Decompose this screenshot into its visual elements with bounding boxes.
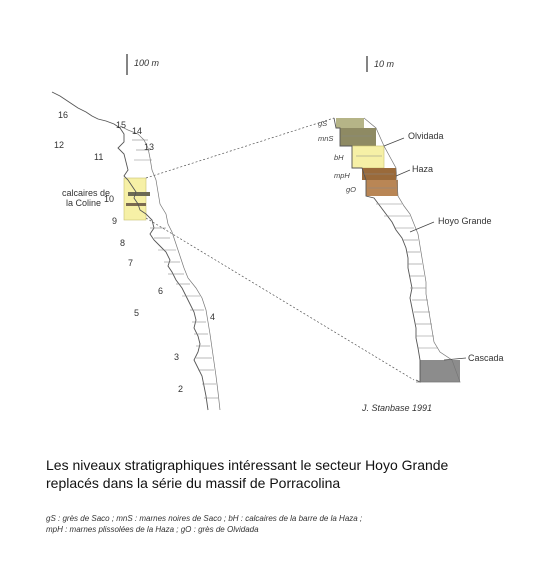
unit-gS-band [336,118,364,128]
level-number: 12 [54,140,65,150]
unit-label: bH [334,153,344,162]
caption-line: Les niveaux stratigraphiques intéressant le secteur Hoyo Grande [46,457,449,473]
level-number: 5 [134,308,140,318]
caption-line: replacés dans la série du massif de Porracolina [46,475,341,491]
level-number: 9 [112,216,118,226]
right-scale-label: 10 m [374,59,395,69]
left-dark-band [128,192,150,196]
level-number: 8 [120,238,126,248]
level-number: 3 [174,352,180,362]
level-number: 7 [128,258,134,268]
correlation-line-bottom [146,218,414,380]
site-label-cascada: Cascada [468,353,504,363]
unit-mnS-band [340,128,376,146]
left-column-profile [52,92,208,410]
level-number: 2 [178,384,184,394]
legend-line: gS : grès de Saco ; mnS : marnes noires de Saco ; bH : calcaires de la barre de la Haza ; [46,514,363,523]
legend-line: mpH : marnes plissolées de la Haza ; gO : grès de Olvidada [46,525,259,534]
left-column-profile-right [120,126,220,410]
level-number: 6 [158,286,164,296]
left-scale-label: 100 m [134,58,160,68]
formation-label: la Coline [66,198,102,208]
level-number: 14 [132,126,143,136]
porracolina-series-column [52,54,220,410]
left-dark-band-2 [126,203,146,206]
unit-label: gO [346,185,357,194]
level-number: 16 [58,110,69,120]
site-label-haza: Haza [412,164,434,174]
level-number: 15 [116,120,127,130]
level-number: 13 [144,142,155,152]
hoyo-grande-detail-column [318,56,504,413]
correlation-line-top [146,118,334,178]
figure-caption [46,456,526,492]
unit-label: mpH [334,171,350,180]
site-label-hoyo-grande: Hoyo Grande [438,216,492,226]
site-label-olvidada: Olvidada [408,131,444,141]
unit-label: mnS [318,134,334,143]
unit-label: gS [318,119,328,128]
formation-label: calcaires de [62,188,111,198]
level-number: 11 [94,152,104,162]
level-number: 10 [104,194,115,204]
level-number: 4 [210,312,216,322]
figure-credit: J. Stanbase 1991 [362,403,433,413]
cascada-band [420,360,460,382]
unit-bH-band [352,146,384,168]
unit-abbreviation-legend [46,513,526,535]
